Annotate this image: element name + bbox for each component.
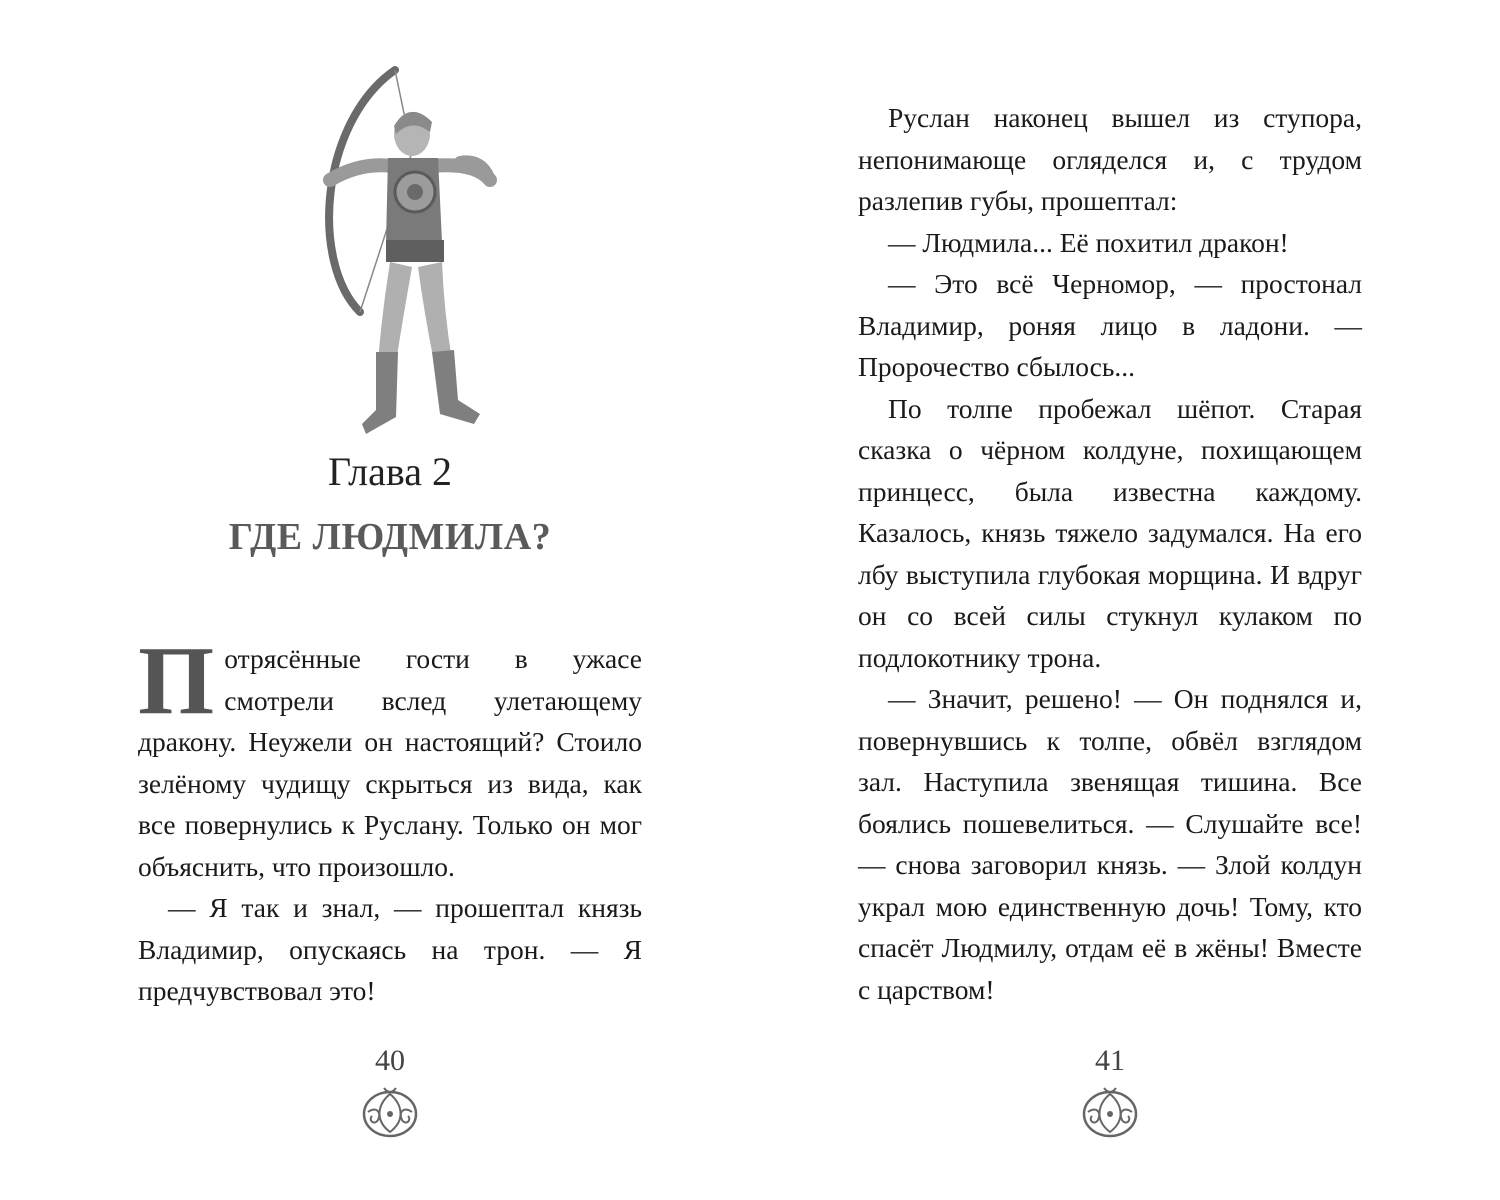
paragraph: По толпе пробежал шёпот. Старая сказка о чёрном колдуне, похищающем принцесс, была известна каждому. Казалось, князь тяжело задумался. На его лбу выступила глубокая морщина. И вдруг он со всей силы стукнул кулаком по подлокотнику трона. [858, 392, 1362, 673]
paragraph [138, 627, 642, 887]
paragraph: — Людмила... Её похитил дракон! [888, 226, 1289, 258]
drop-cap: П [138, 627, 215, 735]
left-page-text [138, 627, 642, 1012]
paragraph: — Я так и знал, — прошептал князь Владимир, опускаясь на трон. — Я предчувствовал это! [138, 892, 642, 1006]
right-page [750, 0, 1500, 1200]
page-number: 41 [1095, 1044, 1125, 1077]
chapter-label: Глава 2 [328, 449, 452, 494]
paragraph-text: отрясённые гости в ужасе смотрели вслед улетающему дракону. Неужели он настоящий? Стоило зелёному чудищу скрыться из вида, как все повернулись к Руслану. Только он мог объяснить, что произошло. [138, 643, 642, 882]
paragraph: — Это всё Черномор, — простонал Владимир, роняя лицо в ладони. — Пророчество сбылось... [858, 268, 1362, 382]
floral-ornament-icon [1080, 1082, 1140, 1140]
chapter-title: ГДЕ ЛЮДМИЛА? [228, 516, 552, 558]
right-page-text [858, 97, 1362, 1010]
paragraph: — Значит, решено! — Он поднялся и, повернувшись к толпе, обвёл взглядом зал. Наступила звенящая тишина. Все боялись пошевелиться. — Слушайте все! — снова заговорил князь. — Злой колдун украл мою единственную дочь! Тому, кто спасёт Людмилу, отдам её в жёны! Вместе с царством! [858, 683, 1362, 1005]
page-number: 40 [375, 1044, 405, 1077]
floral-ornament-icon [360, 1082, 420, 1140]
paragraph: Руслан наконец вышел из ступора, непонимающе огляделся и, с трудом разлепив губы, прошептал: [858, 102, 1362, 216]
archer-illustration-icon [300, 62, 500, 442]
